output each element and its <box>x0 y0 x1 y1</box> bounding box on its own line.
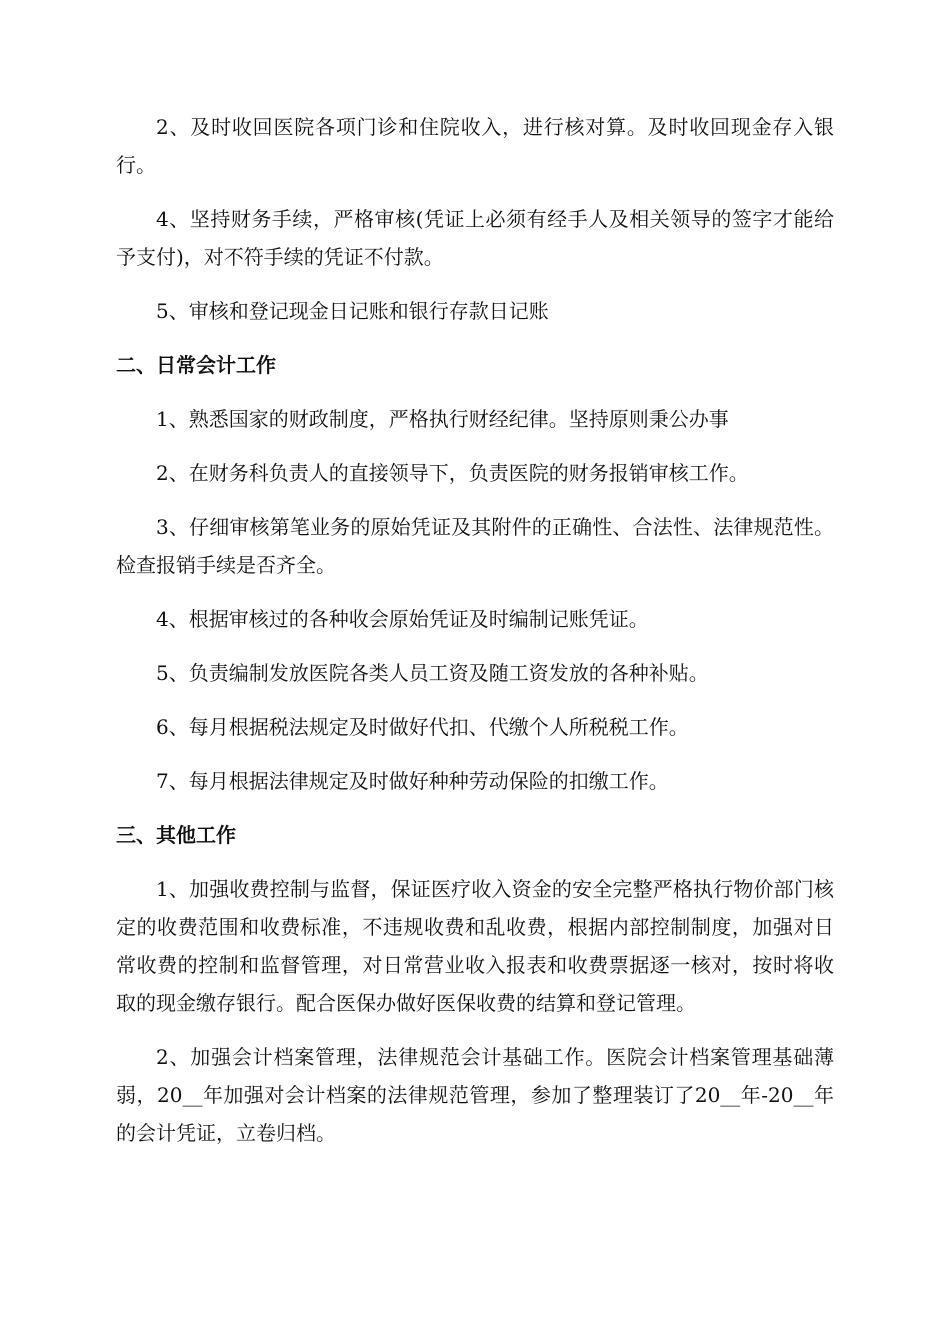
paragraph-cash-collection: 2、及时收回医院各项门诊和住院收入，进行核对算。及时收回现金存入银行。 <box>116 115 834 177</box>
paragraph-financial-procedures: 4、坚持财务手续，严格审核(凭证上必须有经手人及相关领导的签字才能给予支付)，对不符手续的凭证不付款。 <box>116 207 834 269</box>
paragraph-reimbursement-audit: 2、在财务科负责人的直接领导下，负责医院的财务报销审核工作。 <box>156 461 749 485</box>
paragraph-labor-insurance: 7、每月根据法律规定及时做好种种劳动保险的扣缴工作。 <box>156 769 669 793</box>
paragraph-bookkeeping-vouchers: 4、根据审核过的各种收会原始凭证及时编制记账凭证。 <box>156 607 649 631</box>
paragraph-income-tax: 6、每月根据税法规定及时做好代扣、代缴个人所税税工作。 <box>156 715 689 739</box>
section-heading-other-work: 三、其他工作 <box>116 823 236 847</box>
section-heading-daily-accounting: 二、日常会计工作 <box>116 353 276 377</box>
paragraph-voucher-review: 3、仔细审核第笔业务的原始凭证及其附件的正确性、合法性、法律规范性。检查报销手续是否齐全。 <box>116 515 834 577</box>
paragraph-archive-management: 2、加强会计档案管理，法律规范会计基础工作。医院会计档案管理基础薄弱，20__年加强对会计档案的法律规范管理，参加了整理装订了20__年-20__年的会计凭证，立卷归档。 <box>116 1045 834 1145</box>
document-body <box>116 108 834 1168</box>
paragraph-financial-system: 1、熟悉国家的财政制度，严格执行财经纪律。坚持原则秉公办事 <box>156 407 729 431</box>
paragraph-journal-audit: 5、审核和登记现金日记账和银行存款日记账 <box>156 299 549 323</box>
paragraph-payroll: 5、负责编制发放医院各类人员工资及随工资发放的各种补贴。 <box>156 661 709 685</box>
paragraph-fee-control: 1、加强收费控制与监督，保证医疗收入资金的安全完整严格执行物价部门核定的收费范围和收费标准，不违规收费和乱收费，根据内部控制制度，加强对日常收费的控制和监督管理，对日常营业收入报表和收费票据逐一核对，按时将收取的现金缴存银行。配合医保办做好医保收费的结算和登记管理。 <box>116 877 834 1015</box>
